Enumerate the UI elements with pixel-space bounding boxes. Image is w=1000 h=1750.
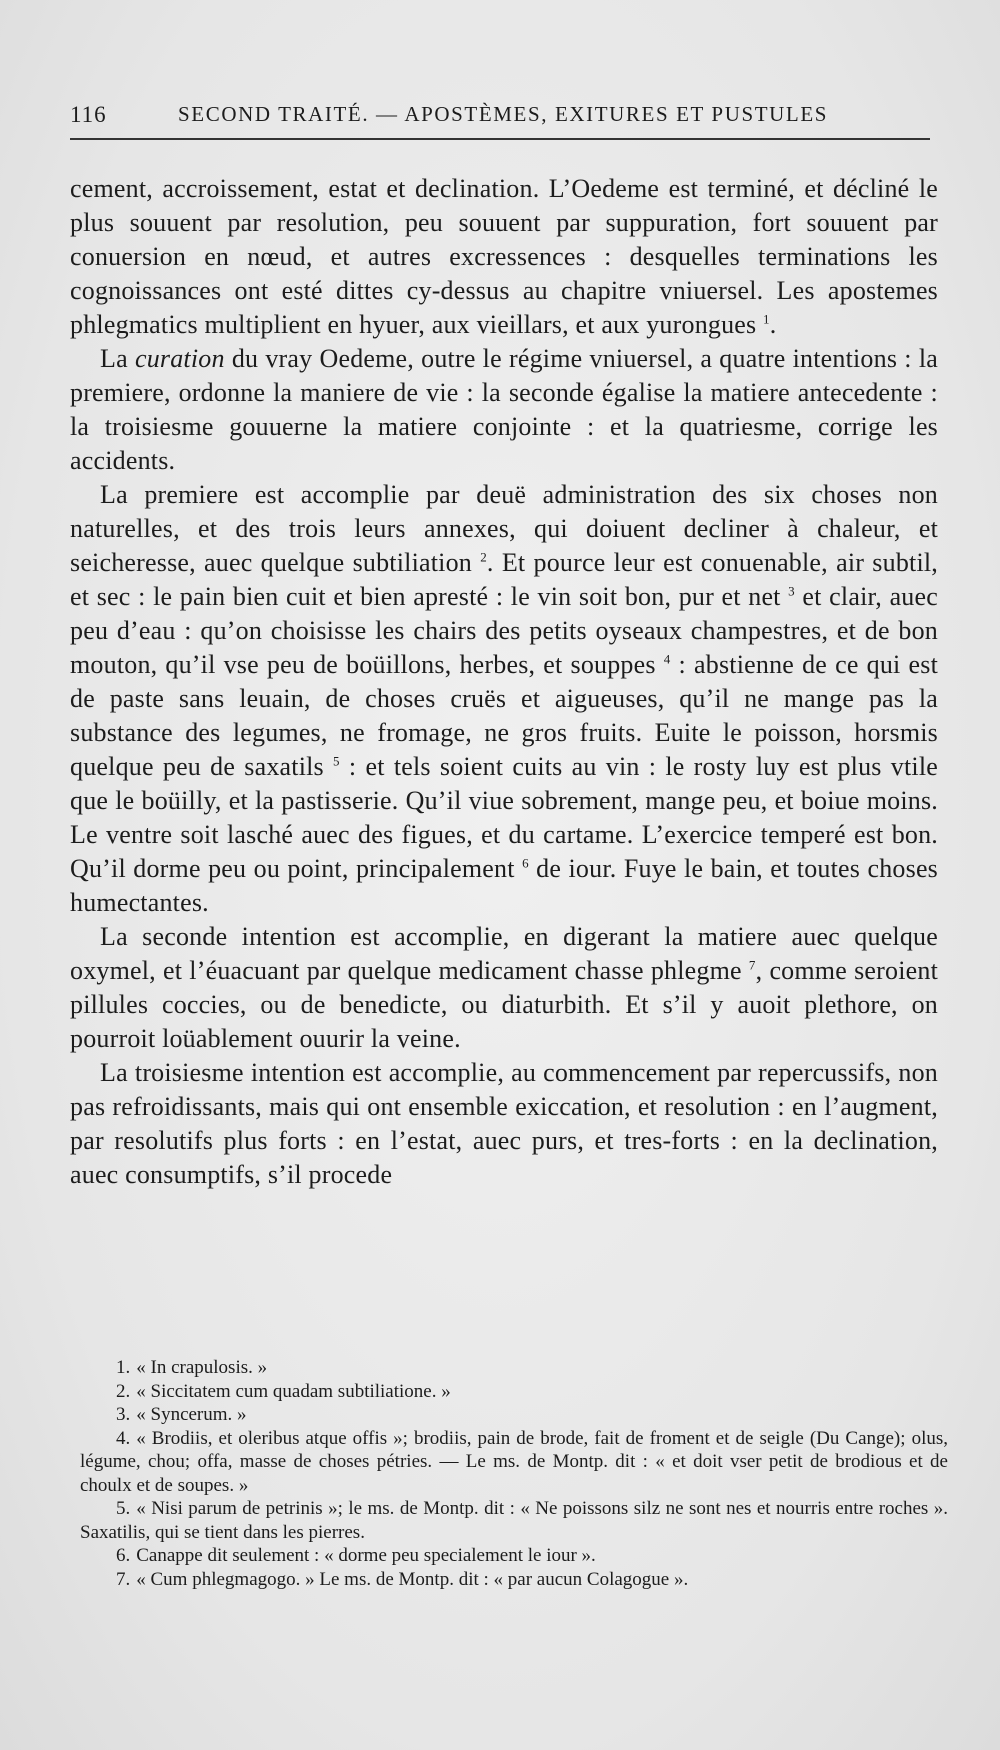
footnote — [80, 1497, 948, 1544]
footnote-text: « Siccitatem cum quadam subtiliatione. » — [136, 1380, 451, 1402]
main-text — [70, 172, 938, 1192]
paragraph — [70, 478, 938, 920]
footnote-ref: 1 — [763, 311, 770, 327]
text-run: , comme seroient pillules coccies, ou de benedicte, ou diaturbith. Et s’il y auoit plethore, on pourroit loüablement ouurir la veine. — [70, 956, 938, 1053]
footnote-ref: 3 — [788, 583, 795, 599]
footnote-number: 5. — [116, 1498, 131, 1519]
paragraph — [70, 342, 938, 478]
text-run: La seconde intention est accomplie, en digerant la matiere auec quelque oxymel, et l’éuacuant par quelque medicament chasse phlegme — [70, 922, 938, 985]
footnote-number: 4. — [116, 1427, 131, 1449]
paragraph — [70, 1056, 938, 1192]
footnote — [80, 1356, 948, 1380]
footnote-text: Canappe dit seulement : « dorme peu specialement le iour ». — [136, 1545, 596, 1566]
footnote — [80, 1427, 948, 1498]
text-run: du vray Oedeme, outre le régime vniuersel, a quatre intentions : la premiere, ordonne la maniere de vie : la seconde égalise la matiere antecedente : la troisiesme gouuerne la matiere conjointe : et la quatriesme, corrige les accidents. — [70, 344, 939, 475]
footnote-text: « In crapulosis. » — [136, 1357, 268, 1378]
text-run: cement, accroissement, estat et declination. L’Oedeme est terminé, et décliné le plus souuent par resolution, peu souuent par suppuration, fort souuent par conuersion en nœud, et autres excressences : desquelles terminations les cognoissances ont esté dittes cy-dessus au chapitre vniuersel. Les apostemes phlegmatics multiplient en hyuer, aux vieillars, et aux yurongues — [70, 174, 938, 339]
footnote — [80, 1380, 948, 1404]
text-run: : abstienne de ce qui est de paste sans leuain, de choses cruës et aigueuses, qu’il ne mange pas la substance des legumes, ne fromage, ne gros fruits. Euite le poisson, horsmis quelque peu de saxatils — [70, 650, 938, 781]
footnote-ref: 5 — [333, 753, 340, 769]
text-run: La — [100, 344, 135, 373]
text-run: . Et pource leur est conuenable, air subtil, et sec : le pain bien cuit et bien apresté : le vin soit bon, pur et net — [70, 548, 938, 611]
footnote-number: 1. — [116, 1357, 131, 1378]
italic-text: curation — [134, 344, 225, 373]
paragraph — [70, 172, 938, 342]
text-run: . — [769, 310, 777, 339]
page-header — [70, 102, 930, 140]
text-run: La troisiesme intention est accomplie, au commencement par repercussifs, non pas refroidissants, mais qui ont ensemble exiccation, et resolution : en l’augment, par resolutifs plus forts : en l’estat, auec purs, et tres-forts : en la declination, auec consumptifs, s’il procede — [70, 1058, 938, 1189]
footnote-number: 6. — [116, 1545, 131, 1566]
text-run: : et tels soient cuits au vin : le rosty luy est plus vtile que le boüilly, et la pastisserie. Qu’il viue sobrement, mange peu, et boiue moins. Le ventre soit lasché auec des figues, et du cartame. L’exercice temperé est bon. Qu’il dorme peu ou point, principalement — [70, 752, 939, 883]
footnote-text: « Nisi parum de petrinis »; le ms. de Montp. dit : « Ne poissons silz ne sont nes et nourris entre roches ». Saxatilis, qui se tient dans les pierres. — [80, 1498, 948, 1543]
text-run: La premiere est accomplie par deuë administration des six choses non naturelles, et des trois leurs annexes, qui doiuent decliner à chaleur, et seicheresse, auec quelque subtiliation — [70, 480, 938, 577]
footnote-number: 7. — [116, 1568, 131, 1590]
footnote-ref: 4 — [663, 651, 671, 667]
footnotes — [80, 1356, 948, 1591]
footnote-ref: 2 — [480, 549, 487, 565]
footnote — [80, 1568, 948, 1592]
running-head: SECOND TRAITÉ. — APOSTÈMES, EXITURES ET PUSTULES — [178, 102, 829, 126]
footnote — [80, 1544, 948, 1568]
paragraph — [70, 920, 938, 1056]
footnote-number: 3. — [116, 1404, 131, 1425]
footnote — [80, 1403, 948, 1427]
text-run: et clair, auec peu d’eau : qu’on choisisse les chairs des petits oyseaux champestres, et de bon mouton, qu’il vse peu de boüillons, herbes, et souppes — [70, 582, 938, 679]
footnote-ref: 7 — [748, 957, 756, 973]
footnote-text: « Cum phlegmagogo. » Le ms. de Montp. dit : « par aucun Colagogue ». — [136, 1568, 689, 1590]
footnote-ref: 6 — [522, 855, 529, 871]
footnote-number: 2. — [116, 1380, 131, 1402]
text-run: de iour. Fuye le bain, et toutes choses humectantes. — [70, 854, 938, 917]
page-number: 116 — [70, 102, 107, 127]
footnote-text: « Brodiis, et oleribus atque offis »; brodiis, pain de brode, fait de froment et de seigle (Du Cange); olus, légume, chou; offa, masse de choses pétries. — Le ms. de Montp. dit : « et doit vser petit de brodious et de choulx et de soupes. » — [80, 1427, 948, 1496]
footnote-text: « Syncerum. » — [136, 1404, 247, 1425]
